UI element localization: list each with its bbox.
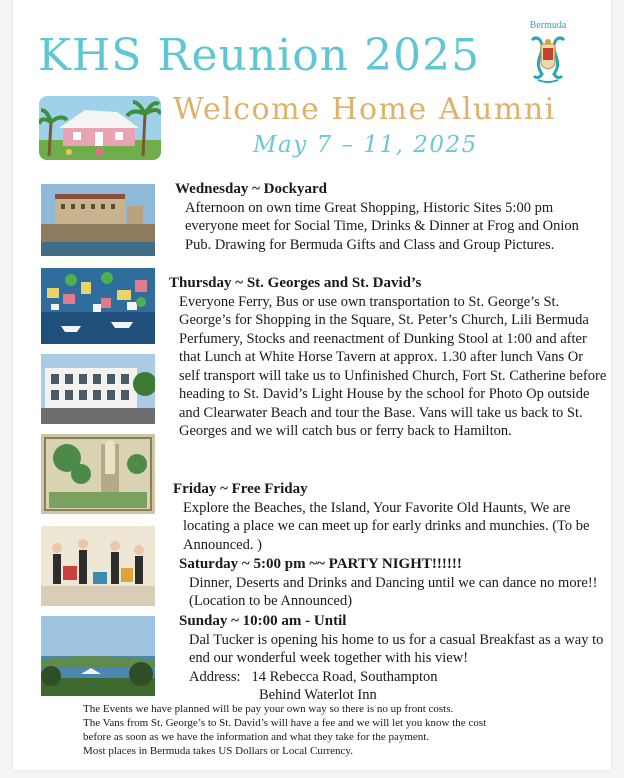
sunday-heading: Sunday ~ 10:00 am - Until <box>179 613 347 629</box>
wednesday-details: Afternoon on own time Great Shopping, Historic Sites 5:00 pm everyone meet for Social Time, Drinks & Dinner at Frog and Onion Pub. Drawing for Bermuda Gifts and Class and Group Pictures. <box>185 199 579 253</box>
wednesday-heading: Wednesday ~ Dockyard <box>175 181 327 197</box>
schedule-friday <box>173 480 607 554</box>
church-painting <box>41 434 155 514</box>
schedule-thursday <box>169 274 607 441</box>
saturday-heading: Saturday ~ 5:00 pm ~~ PARTY NIGHT!!!!!! <box>179 556 462 572</box>
welcome-heading: Welcome Home Alumni <box>173 92 556 127</box>
schedule-sunday <box>179 612 607 705</box>
address-label: Address: <box>189 668 241 685</box>
schedule-wednesday <box>175 180 607 254</box>
friday-details: Explore the Beaches, the Island, Your Favorite Old Haunts, We are locating a place we can meet up for early drinks and munchies. (To be Announced. ) <box>183 499 590 553</box>
st-georges-painting <box>41 268 155 344</box>
footer-line: Most places in Bermuda takes US Dollars or Local Currency. <box>83 745 353 757</box>
address-line2: Behind Waterlot Inn <box>259 687 377 703</box>
flyer-page <box>13 0 611 770</box>
bermuda-crest <box>521 20 575 86</box>
event-dates: May 7 – 11, 2025 <box>253 132 478 158</box>
crest-label: Bermuda <box>529 20 567 31</box>
seahorse-crest-icon <box>526 34 570 86</box>
dockyard-photo <box>41 184 155 256</box>
footer-line: The Vans from St. George’s to St. David’s will have a fee and we will let you know the cost <box>83 717 487 729</box>
reunion-title: KHS Reunion 2025 <box>38 30 481 81</box>
footer-line: The Events we have planned will be pay your own way so there is no up front costs. <box>83 703 454 715</box>
sunday-details: Dal Tucker is opening his home to us for a casual Breakfast as a way to end our wonderful week together with his view! <box>189 631 604 666</box>
address-line1: 14 Rebecca Road, Southampton <box>251 668 438 685</box>
footer-notes <box>83 702 553 758</box>
school-building-photo <box>41 354 155 424</box>
friday-heading: Friday ~ Free Friday <box>173 481 308 497</box>
party-illustration <box>41 526 155 606</box>
footer-line: before as soon as we have the information and what they take for the payment. <box>83 731 430 743</box>
schedule-saturday <box>179 555 607 611</box>
thursday-details: Everyone Ferry, Bus or use own transportation to St. George’s St. George’s for Shopping in the Square, St. Peter’s Church, Lili Bermuda Perfumery, Stocks and reenactment of Dunking Stool at 1:00 and after that Lunch at White Horse Tavern at approx. 1.30 after lunch Vans Or self transport will take us to Unfinished Church, Fort St. Catherine before heading to St. David’s Light House by the school for Photo Op outside and Clearwater Beach and tour the Base. Vans will take us back to St. Georges and we will catch bus or ferry back to Hamilton. <box>179 293 607 439</box>
thursday-heading: Thursday ~ St. Georges and St. David’s <box>169 275 422 291</box>
saturday-details: Dinner, Deserts and Drinks and Dancing until we can dance no more!! (Location to be Announced) <box>189 574 598 609</box>
sunday-view-photo <box>41 616 155 696</box>
cottage-illustration <box>39 96 161 160</box>
sunday-address <box>179 668 607 687</box>
